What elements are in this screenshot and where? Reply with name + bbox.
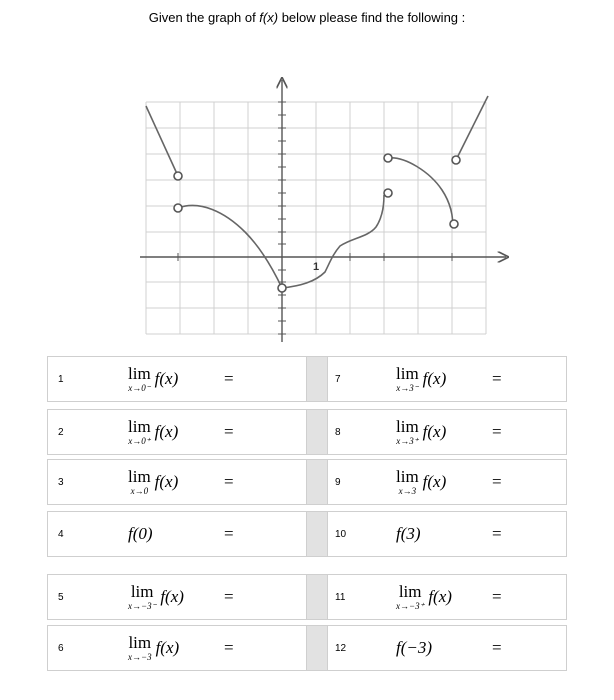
right-item-number: 11 xyxy=(335,591,346,603)
right-limit xyxy=(396,365,419,393)
title-function: f(x) xyxy=(259,10,279,25)
left-equals: = xyxy=(224,587,234,606)
left-item-number: 4 xyxy=(58,528,64,540)
open-point xyxy=(174,172,182,180)
right-equals: = xyxy=(492,638,502,657)
left-function: f(x) xyxy=(155,638,180,657)
left-item-number: 6 xyxy=(58,642,64,654)
right-curve xyxy=(388,158,453,227)
right-item-number: 8 xyxy=(335,426,341,438)
right-equals: = xyxy=(492,524,502,543)
right-function: f(x) xyxy=(422,369,447,388)
limit-word: lim xyxy=(128,467,151,486)
right-function: f(x) xyxy=(422,472,447,491)
x-axis-tick-label: 1 xyxy=(313,261,320,273)
left-function: f(x) xyxy=(154,472,179,491)
table-row xyxy=(47,356,567,402)
right-item-number: 12 xyxy=(335,642,347,654)
right-equals: = xyxy=(492,587,502,606)
left-item-number: 1 xyxy=(58,373,64,385)
left-expression xyxy=(128,575,184,619)
limit-subscript: x→0 xyxy=(130,486,149,496)
limit-word: lim xyxy=(128,417,151,436)
right-expression xyxy=(396,575,452,619)
middle-curve xyxy=(178,195,384,288)
limit-subscript: x→3⁻ xyxy=(396,383,419,393)
open-point xyxy=(452,156,460,164)
left-equals: = xyxy=(224,638,234,657)
left-limit xyxy=(128,583,156,611)
right-limit xyxy=(396,418,419,446)
right-expression xyxy=(396,512,421,556)
right-equals: = xyxy=(492,422,502,441)
left-equals: = xyxy=(224,369,234,388)
column-divider xyxy=(306,410,328,454)
left-function: f(x) xyxy=(154,422,179,441)
table-row xyxy=(47,625,567,671)
right-expression xyxy=(396,460,446,504)
left-equals: = xyxy=(224,472,234,491)
limit-word: lim xyxy=(128,364,151,383)
right-item-number: 9 xyxy=(335,476,341,488)
function-graph xyxy=(130,72,512,354)
left-expression xyxy=(128,357,178,401)
left-expression xyxy=(128,626,179,670)
limit-subscript: x→0⁺ xyxy=(128,436,151,446)
left-item-number: 2 xyxy=(58,426,64,438)
left-limit xyxy=(128,365,151,393)
right-function: f(3) xyxy=(396,524,421,543)
right-expression xyxy=(396,410,446,454)
left-equals: = xyxy=(224,422,234,441)
left-expression xyxy=(128,460,178,504)
limit-word: lim xyxy=(128,633,152,652)
open-point xyxy=(384,189,392,197)
table-row xyxy=(47,511,567,557)
open-point xyxy=(384,154,392,162)
table-row xyxy=(47,459,567,505)
right-equals: = xyxy=(492,369,502,388)
limit-word: lim xyxy=(398,582,422,601)
right-item-number: 7 xyxy=(335,373,341,385)
left-expression xyxy=(128,410,178,454)
right-function: f(x) xyxy=(422,422,447,441)
right-limit xyxy=(396,468,419,496)
graph-grid xyxy=(146,102,486,334)
right-limit xyxy=(396,583,424,611)
column-divider xyxy=(306,460,328,504)
title-prefix: Given the graph of xyxy=(148,10,260,25)
open-point xyxy=(174,204,182,212)
column-divider xyxy=(306,512,328,556)
limit-word: lim xyxy=(396,364,419,383)
limit-subscript: x→−3 xyxy=(128,652,152,662)
left-limit xyxy=(128,468,151,496)
left-item-number: 5 xyxy=(58,591,64,603)
open-point xyxy=(278,284,286,292)
right-expression xyxy=(396,626,432,670)
open-point xyxy=(450,220,458,228)
left-function: f(x) xyxy=(160,587,184,606)
table-row xyxy=(47,409,567,455)
right-function: f(x) xyxy=(428,587,452,606)
right-equals: = xyxy=(492,472,502,491)
left-function: f(x) xyxy=(154,369,179,388)
right-item-number: 10 xyxy=(335,528,347,540)
title-suffix: below please find the following : xyxy=(278,10,466,25)
limit-word: lim xyxy=(396,467,419,486)
column-divider xyxy=(306,626,328,670)
limit-subscript: x→3⁺ xyxy=(396,436,419,446)
left-line-segment xyxy=(146,106,178,176)
left-function: f(0) xyxy=(128,524,153,543)
left-expression xyxy=(128,512,153,556)
left-item-number: 3 xyxy=(58,476,64,488)
left-equals: = xyxy=(224,524,234,543)
left-limit xyxy=(128,634,152,662)
limit-word: lim xyxy=(396,417,419,436)
page-title xyxy=(0,10,614,25)
limit-subscript: x→0⁻ xyxy=(128,383,151,393)
column-divider xyxy=(306,357,328,401)
right-function: f(−3) xyxy=(396,638,433,657)
column-divider xyxy=(306,575,328,619)
right-expression xyxy=(396,357,446,401)
limit-word: lim xyxy=(130,582,154,601)
limit-subscript: x→−3⁺ xyxy=(396,601,425,611)
limit-subscript: x→−3⁻ xyxy=(128,601,157,611)
left-limit xyxy=(128,418,151,446)
limit-subscript: x→3 xyxy=(398,486,417,496)
table-row xyxy=(47,574,567,620)
